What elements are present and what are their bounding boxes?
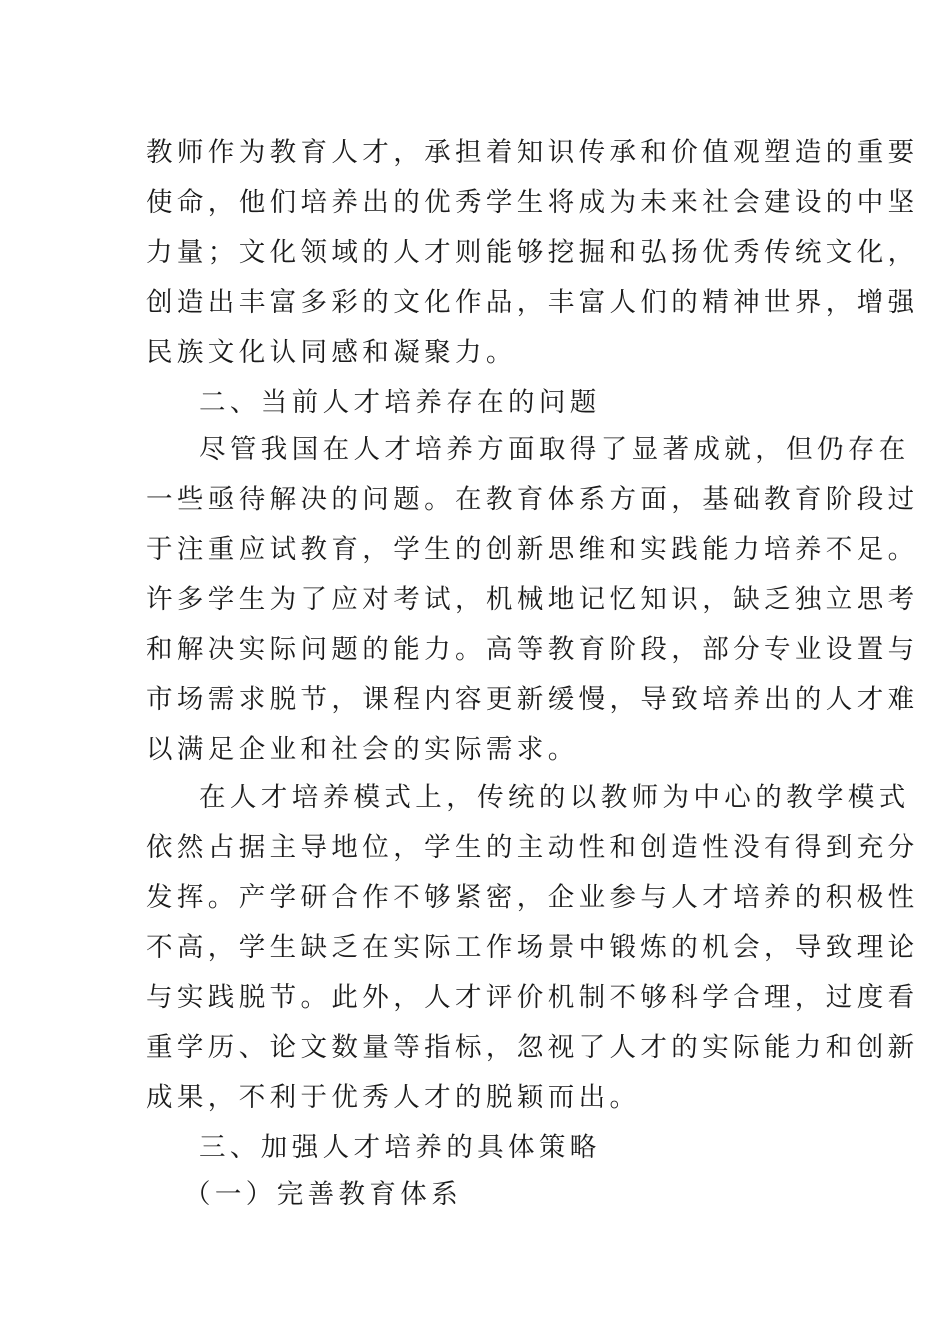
- paragraph-line: 以满足企业和社会的实际需求。: [146, 734, 579, 765]
- paragraph-line: 许多学生为了应对考试，机械地记忆知识，缺乏独立思考: [146, 584, 919, 615]
- paragraph-line: 一些亟待解决的问题。在教育体系方面，基础教育阶段过: [146, 484, 919, 515]
- paragraph-line: 尽管我国在人才培养方面取得了显著成就，但仍存在: [199, 434, 910, 465]
- paragraph-line: 市场需求脱节，课程内容更新缓慢，导致培养出的人才难: [146, 684, 919, 715]
- paragraph-line: 发挥。产学研合作不够紧密，企业参与人才培养的积极性: [146, 882, 919, 913]
- subsection-heading-education-system: [146, 1170, 808, 1220]
- paragraph-line: 在人才培养模式上，传统的以教师为中心的教学模式: [199, 782, 910, 813]
- paragraph-line: 重学历、论文数量等指标，忽视了人才的实际能力和创新: [146, 1032, 919, 1063]
- paragraph-line: 教师作为教育人才，承担着知识传承和价值观塑造的重要: [146, 137, 919, 168]
- section-heading-problems: [146, 378, 808, 428]
- paragraph-line: 使命，他们培养出的优秀学生将成为未来社会建设的中坚: [146, 187, 919, 218]
- section-heading-strategies: [146, 1123, 808, 1173]
- heading-text: 二、当前人才培养存在的问题: [199, 387, 601, 418]
- paragraph-line: 依然占据主导地位，学生的主动性和创造性没有得到充分: [146, 832, 919, 863]
- paragraph-line: 成果，不利于优秀人才的脱颖而出。: [146, 1082, 641, 1113]
- paragraph-education-system-problems: [146, 425, 919, 775]
- paragraph-training-model-problems: [146, 773, 919, 1123]
- paragraph-line: 创造出丰富多彩的文化作品，丰富人们的精神世界，增强: [146, 287, 919, 318]
- paragraph-line: 不高，学生缺乏在实际工作场景中锻炼的机会，导致理论: [146, 932, 919, 963]
- paragraph-line: 于注重应试教育，学生的创新思维和实践能力培养不足。: [146, 534, 919, 565]
- paragraph-line: 与实践脱节。此外，人才评价机制不够科学合理，过度看: [146, 982, 919, 1013]
- heading-text: 三、加强人才培养的具体策略: [199, 1132, 601, 1163]
- subheading-text: （一）完善教育体系: [184, 1179, 463, 1210]
- paragraph-line: 力量；文化领域的人才则能够挖掘和弘扬优秀传统文化，: [146, 237, 919, 268]
- paragraph-teachers-culture: [146, 128, 919, 378]
- paragraph-line: 民族文化认同感和凝聚力。: [146, 337, 517, 368]
- paragraph-line: 和解决实际问题的能力。高等教育阶段，部分专业设置与: [146, 634, 919, 665]
